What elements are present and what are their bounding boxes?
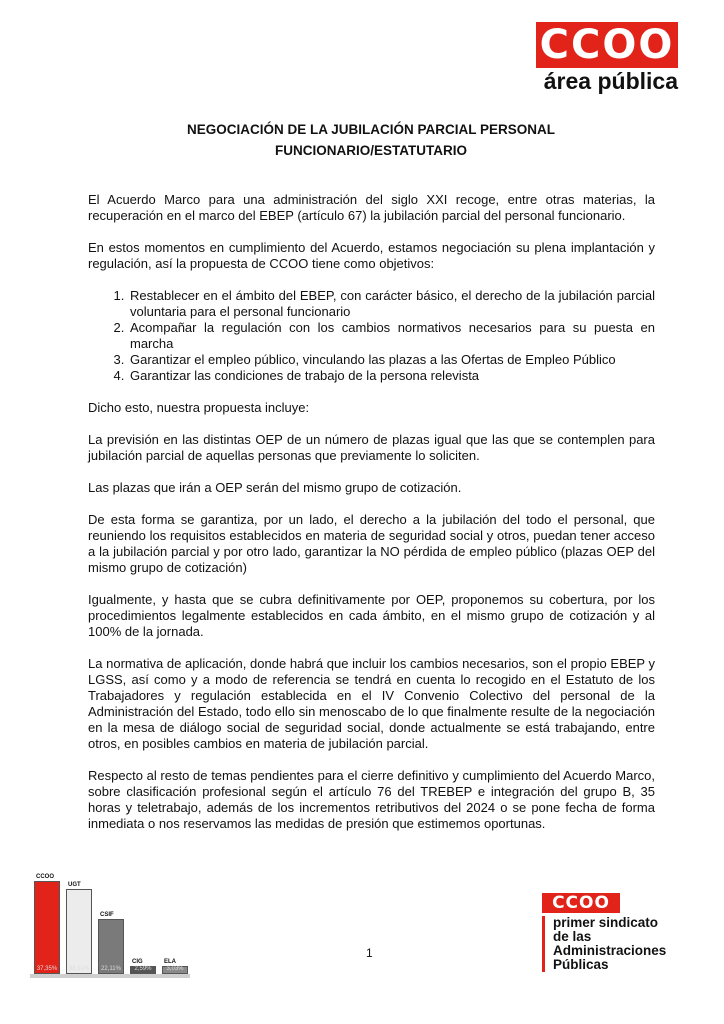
chart-category-label: ELA — [164, 959, 176, 965]
chart-category-label: UGT — [68, 882, 81, 889]
tagline-line: Públicas — [553, 957, 609, 972]
ccoo-footer-logo — [542, 893, 692, 972]
paragraph-pendientes: Respecto al resto de temas pendientes para el cierre definitivo y cumplimiento del Acuerdo Marco, sobre clasificación profesional según el artículo 76 del TREBEP e integración del grupo B, 35 horas y teletrabajo, además de los incrementos retributivos del 2024 o se pone fecha de forma inmediata o nos reservamos las medidas de presión que estimemos oportunas. — [88, 768, 655, 831]
title-line-2: FUNCIONARIO/ESTATUTARIO — [275, 143, 467, 158]
chart-bar-ccoo — [34, 881, 60, 974]
tagline-line: de las — [553, 929, 592, 944]
objectives-list — [88, 288, 655, 384]
chart-category-label: CSIF — [100, 911, 114, 918]
logo-box: CCOO — [536, 22, 678, 68]
logo-subtitle: área pública — [543, 68, 678, 94]
tagline-line: primer sindicato — [553, 915, 659, 930]
objective-item: 4. Garantizar las condiciones de trabajo de la persona relevista — [128, 368, 655, 384]
chart-category-label: CIG — [132, 959, 143, 965]
chart-value-label: 2,59% — [134, 966, 152, 972]
document-body — [88, 192, 655, 848]
union-results-chart — [30, 862, 190, 980]
objective-item: 1. Restablecer en el ámbito del EBEP, con carácter básico, el derecho de la jubilación parcial voluntaria para el personal funcionario — [128, 288, 655, 320]
chart-value-label: 33,91% — [68, 966, 90, 972]
paragraph-intro: El Acuerdo Marco para una administración del siglo XXI recoge, entre otras materias, la recuperación en el marco del EBEP (artículo 67) la jubilación parcial del personal funcionario. — [88, 192, 655, 223]
tagline-line: Administraciones — [553, 943, 667, 958]
paragraph-cobertura: Igualmente, y hasta que se cubra definitivamente por OEP, proponemos su cobertura, por los procedimientos legalmente establecidos en cada ámbito, en el mismo grupo de cotización y al 100% de la jornada. — [88, 592, 655, 639]
objective-item: 3. Garantizar el empleo público, vinculando las plazas a las Ofertas de Empleo Público — [128, 352, 655, 368]
paragraph-normativa: La normativa de aplicación, donde habrá que incluir los cambios necesarios, son el propio EBEP y LGSS, así como y a modo de referencia se tendrá en cuenta lo recogido en el Estatuto de los Trabajadores y regulación establecida en el IV Convenio Colectivo del personal de la Administración del Estado, todo ello sin menoscabo de lo que finalmente resulte de la negociación en la mesa de diálogo social de seguridad social, donde actualmente se está trabajando, entre otros, en posibles cambios en materia de jubilación parcial. — [88, 656, 655, 751]
chart-category-label: CCOO — [36, 873, 54, 880]
chart-value-label: 37,35% — [36, 966, 58, 972]
paragraph-garantia: De esta forma se garantiza, por un lado, el derecho a la jubilación del todo el personal, que reuniendo los requisitos establecidos en materia de seguridad social y otros, puedan tener acceso a la jubilación parcial y por otro lado, garantizar la NO pérdida de empleo público (plazas OEP del mismo grupo de cotización) — [88, 512, 655, 575]
paragraph-objectives-intro: En estos momentos en cumplimiento del Acuerdo, estamos negociación su plena implantación y regulación, así la propuesta de CCOO tiene como objetivos: — [88, 240, 655, 271]
objective-item: 2. Acompañar la regulación con los cambios normativos necesarios para su puesta en marcha — [128, 320, 655, 352]
page-number: 1 — [366, 946, 373, 960]
footer-logo-box: CCOO — [542, 893, 620, 913]
paragraph-oep: La previsión en las distintas OEP de un número de plazas igual que las que se contemplen para jubilación parcial de aquellas personas que previamente lo soliciten. — [88, 432, 655, 463]
paragraph-proposal: Dicho esto, nuestra propuesta incluye: — [88, 400, 310, 415]
ccoo-logo — [536, 22, 678, 93]
footer-tagline — [542, 916, 692, 972]
chart-value-label: 22,11% — [101, 966, 121, 972]
title-line-1: NEGOCIACIÓN DE LA JUBILACIÓN PARCIAL PERSONAL — [186, 122, 556, 137]
document-title — [88, 119, 654, 161]
chart-base — [30, 974, 190, 978]
chart-value-label: 3,03% — [166, 966, 184, 972]
paragraph-grupo: Las plazas que irán a OEP serán del mismo grupo de cotización. — [88, 480, 462, 495]
chart-bar-ugt — [66, 889, 92, 974]
